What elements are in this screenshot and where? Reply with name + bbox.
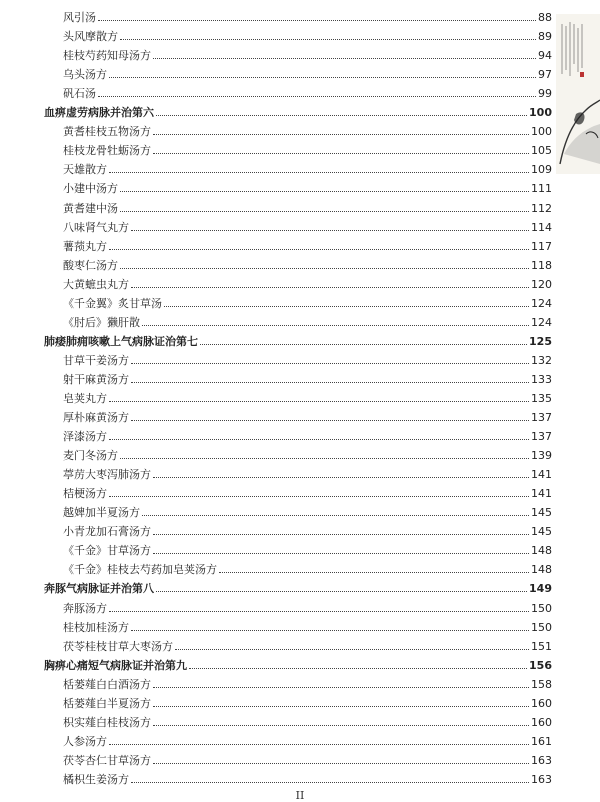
table-of-contents bbox=[44, 5, 552, 786]
toc-title: 茯苓桂枝甘草大枣汤方 bbox=[63, 639, 173, 653]
toc-entry[interactable] bbox=[44, 310, 552, 329]
toc-page-number: 150 bbox=[531, 601, 552, 615]
dot-leader bbox=[142, 515, 529, 516]
toc-entry[interactable] bbox=[44, 424, 552, 443]
dot-leader bbox=[219, 572, 529, 573]
toc-entry[interactable] bbox=[44, 81, 552, 100]
toc-title: 皂荚丸方 bbox=[63, 391, 107, 405]
toc-page-number: 145 bbox=[531, 525, 552, 539]
toc-title: 桔梗汤方 bbox=[63, 487, 107, 501]
toc-entry[interactable] bbox=[44, 729, 552, 748]
dot-leader bbox=[153, 477, 529, 478]
dot-leader bbox=[153, 763, 529, 764]
toc-title: 天雄散方 bbox=[63, 163, 107, 177]
dot-leader bbox=[120, 39, 536, 40]
toc-chapter-heading[interactable] bbox=[44, 653, 552, 672]
toc-page-number: 109 bbox=[531, 163, 552, 177]
toc-page-number: 89 bbox=[538, 30, 552, 44]
toc-entry[interactable] bbox=[44, 176, 552, 195]
toc-entry[interactable] bbox=[44, 443, 552, 462]
toc-entry[interactable] bbox=[44, 481, 552, 500]
toc-title: 栝蒌薤白半夏汤方 bbox=[63, 696, 151, 710]
toc-title: 血痹虚劳病脉并治第六 bbox=[44, 106, 154, 120]
dot-leader bbox=[131, 382, 529, 383]
toc-chapter-heading[interactable] bbox=[44, 100, 552, 119]
dot-leader bbox=[189, 668, 527, 669]
toc-entry[interactable] bbox=[44, 634, 552, 653]
dot-leader bbox=[131, 363, 529, 364]
toc-entry[interactable] bbox=[44, 62, 552, 81]
dot-leader bbox=[109, 496, 529, 497]
toc-title: 风引汤 bbox=[63, 11, 96, 25]
toc-entry[interactable] bbox=[44, 767, 552, 786]
toc-entry[interactable] bbox=[44, 5, 552, 24]
toc-page-number: 163 bbox=[531, 753, 552, 767]
toc-title: 肺痿肺痈咳嗽上气病脉证治第七 bbox=[44, 334, 198, 348]
toc-page-number: 133 bbox=[531, 372, 552, 386]
dot-leader bbox=[120, 268, 529, 269]
toc-entry[interactable] bbox=[44, 157, 552, 176]
toc-page-number: 124 bbox=[531, 315, 552, 329]
toc-title: 头风摩散方 bbox=[63, 30, 118, 44]
dot-leader bbox=[120, 211, 529, 212]
dot-leader bbox=[98, 20, 536, 21]
toc-page-number: 120 bbox=[531, 277, 552, 291]
toc-entry[interactable] bbox=[44, 367, 552, 386]
ink-painting-decoration bbox=[556, 14, 600, 174]
dot-leader bbox=[156, 591, 527, 592]
dot-leader bbox=[153, 153, 529, 154]
dot-leader bbox=[109, 439, 529, 440]
toc-page-number: 151 bbox=[531, 639, 552, 653]
toc-title: 栝蒌薤白白酒汤方 bbox=[63, 677, 151, 691]
toc-page-number: 148 bbox=[531, 563, 552, 577]
toc-entry[interactable] bbox=[44, 386, 552, 405]
toc-page-number: 118 bbox=[531, 258, 552, 272]
toc-page-number: 99 bbox=[538, 87, 552, 101]
toc-title: 射干麻黄汤方 bbox=[63, 372, 129, 386]
toc-page-number: 141 bbox=[531, 468, 552, 482]
toc-page-number: 111 bbox=[531, 182, 552, 196]
toc-entry[interactable] bbox=[44, 672, 552, 691]
dot-leader bbox=[109, 249, 529, 250]
toc-title: 奔豚汤方 bbox=[63, 601, 107, 615]
toc-entry[interactable] bbox=[44, 595, 552, 614]
toc-title: 枳实薤白桂枝汤方 bbox=[63, 715, 151, 729]
toc-page-number: 135 bbox=[531, 391, 552, 405]
toc-page-number: 94 bbox=[538, 49, 552, 63]
toc-entry[interactable] bbox=[44, 748, 552, 767]
toc-page-number: 105 bbox=[531, 144, 552, 158]
toc-title: 麦门冬汤方 bbox=[63, 449, 118, 463]
toc-title: 葶苈大枣泻肺汤方 bbox=[63, 468, 151, 482]
dot-leader bbox=[109, 172, 529, 173]
toc-title: 大黄蟅虫丸方 bbox=[63, 277, 129, 291]
toc-chapter-heading[interactable] bbox=[44, 329, 552, 348]
toc-entry[interactable] bbox=[44, 557, 552, 576]
toc-title: 酸枣仁汤方 bbox=[63, 258, 118, 272]
dot-leader bbox=[142, 325, 529, 326]
toc-entry[interactable] bbox=[44, 138, 552, 157]
dot-leader bbox=[131, 420, 529, 421]
toc-entry[interactable] bbox=[44, 462, 552, 481]
dot-leader bbox=[200, 344, 527, 345]
dot-leader bbox=[156, 115, 527, 116]
toc-title: 小建中汤方 bbox=[63, 182, 118, 196]
toc-title: 小青龙加石膏汤方 bbox=[63, 525, 151, 539]
toc-entry[interactable] bbox=[44, 234, 552, 253]
toc-entry[interactable] bbox=[44, 710, 552, 729]
toc-title: 《千金》桂枝去芍药加皂荚汤方 bbox=[63, 563, 217, 577]
toc-page-number: 160 bbox=[531, 696, 552, 710]
toc-page-number: 137 bbox=[531, 411, 552, 425]
toc-title: 桂枝龙骨牡蛎汤方 bbox=[63, 144, 151, 158]
toc-page-number: 114 bbox=[531, 220, 552, 234]
toc-page-number: 160 bbox=[531, 715, 552, 729]
dot-leader bbox=[153, 553, 529, 554]
toc-entry[interactable] bbox=[44, 119, 552, 138]
dot-leader bbox=[109, 401, 529, 402]
toc-chapter-heading[interactable] bbox=[44, 576, 552, 595]
dot-leader bbox=[175, 649, 529, 650]
toc-title: 八味肾气丸方 bbox=[63, 220, 129, 234]
dot-leader bbox=[153, 58, 536, 59]
toc-entry[interactable] bbox=[44, 538, 552, 557]
toc-page-number: 117 bbox=[531, 239, 552, 253]
toc-page-number: 156 bbox=[529, 658, 552, 672]
toc-page-number: 97 bbox=[538, 68, 552, 82]
toc-title: 矾石汤 bbox=[63, 87, 96, 101]
dot-leader bbox=[153, 687, 529, 688]
toc-page-number: 139 bbox=[531, 449, 552, 463]
dot-leader bbox=[153, 725, 529, 726]
toc-title: 《千金》甘草汤方 bbox=[63, 544, 151, 558]
toc-title: 桂枝加桂汤方 bbox=[63, 620, 129, 634]
toc-title: 奔豚气病脉证并治第八 bbox=[44, 582, 154, 596]
toc-page-number: 141 bbox=[531, 487, 552, 501]
dot-leader bbox=[109, 744, 529, 745]
dot-leader bbox=[131, 230, 529, 231]
dot-leader bbox=[153, 534, 529, 535]
toc-title: 《肘后》獭肝散 bbox=[63, 315, 140, 329]
dot-leader bbox=[120, 191, 529, 192]
toc-title: 厚朴麻黄汤方 bbox=[63, 411, 129, 425]
toc-page-number: 112 bbox=[531, 201, 552, 215]
toc-page-number: 150 bbox=[531, 620, 552, 634]
toc-page-number: 137 bbox=[531, 430, 552, 444]
toc-page-number: 124 bbox=[531, 296, 552, 310]
toc-title: 泽漆汤方 bbox=[63, 430, 107, 444]
dot-leader bbox=[153, 134, 529, 135]
toc-entry[interactable] bbox=[44, 348, 552, 367]
toc-page-number: 161 bbox=[531, 734, 552, 748]
dot-leader bbox=[109, 611, 529, 612]
toc-entry[interactable] bbox=[44, 691, 552, 710]
toc-title: 橘枳生姜汤方 bbox=[63, 772, 129, 786]
dot-leader bbox=[131, 630, 529, 631]
toc-title: 茯苓杏仁甘草汤方 bbox=[63, 753, 151, 767]
toc-entry[interactable] bbox=[44, 43, 552, 62]
dot-leader bbox=[120, 458, 529, 459]
toc-title: 桂枝芍药知母汤方 bbox=[63, 49, 151, 63]
toc-title: 黄耆建中汤 bbox=[63, 201, 118, 215]
toc-entry[interactable] bbox=[44, 500, 552, 519]
toc-title: 黄耆桂枝五物汤方 bbox=[63, 125, 151, 139]
toc-entry[interactable] bbox=[44, 195, 552, 214]
toc-title: 越婢加半夏汤方 bbox=[63, 506, 140, 520]
toc-title: 甘草干姜汤方 bbox=[63, 353, 129, 367]
toc-entry[interactable] bbox=[44, 291, 552, 310]
toc-title: 胸痹心痛短气病脉证并治第九 bbox=[44, 658, 187, 672]
ink-painting-image bbox=[556, 14, 600, 174]
dot-leader bbox=[164, 306, 529, 307]
toc-entry[interactable] bbox=[44, 24, 552, 43]
toc-page-number: 148 bbox=[531, 544, 552, 558]
toc-entry[interactable] bbox=[44, 272, 552, 291]
toc-page-number: 125 bbox=[529, 334, 552, 348]
toc-entry[interactable] bbox=[44, 615, 552, 634]
toc-page-number: 158 bbox=[531, 677, 552, 691]
toc-title: 乌头汤方 bbox=[63, 68, 107, 82]
toc-page-number: 88 bbox=[538, 11, 552, 25]
dot-leader bbox=[98, 96, 536, 97]
toc-entry[interactable] bbox=[44, 253, 552, 272]
toc-title: 人参汤方 bbox=[63, 734, 107, 748]
toc-entry[interactable] bbox=[44, 215, 552, 234]
toc-page-number: 100 bbox=[531, 125, 552, 139]
toc-entry[interactable] bbox=[44, 519, 552, 538]
toc-page-number: 132 bbox=[531, 353, 552, 367]
toc-title: 薯蓣丸方 bbox=[63, 239, 107, 253]
toc-page-number: 163 bbox=[531, 772, 552, 786]
toc-page-number: 145 bbox=[531, 506, 552, 520]
toc-page-number: 100 bbox=[529, 106, 552, 120]
toc-entry[interactable] bbox=[44, 405, 552, 424]
page-number: II bbox=[295, 789, 305, 802]
toc-page-number: 149 bbox=[529, 582, 552, 596]
dot-leader bbox=[109, 77, 536, 78]
dot-leader bbox=[153, 706, 529, 707]
toc-title: 《千金翼》炙甘草汤 bbox=[63, 296, 162, 310]
dot-leader bbox=[131, 287, 529, 288]
dot-leader bbox=[131, 782, 529, 783]
